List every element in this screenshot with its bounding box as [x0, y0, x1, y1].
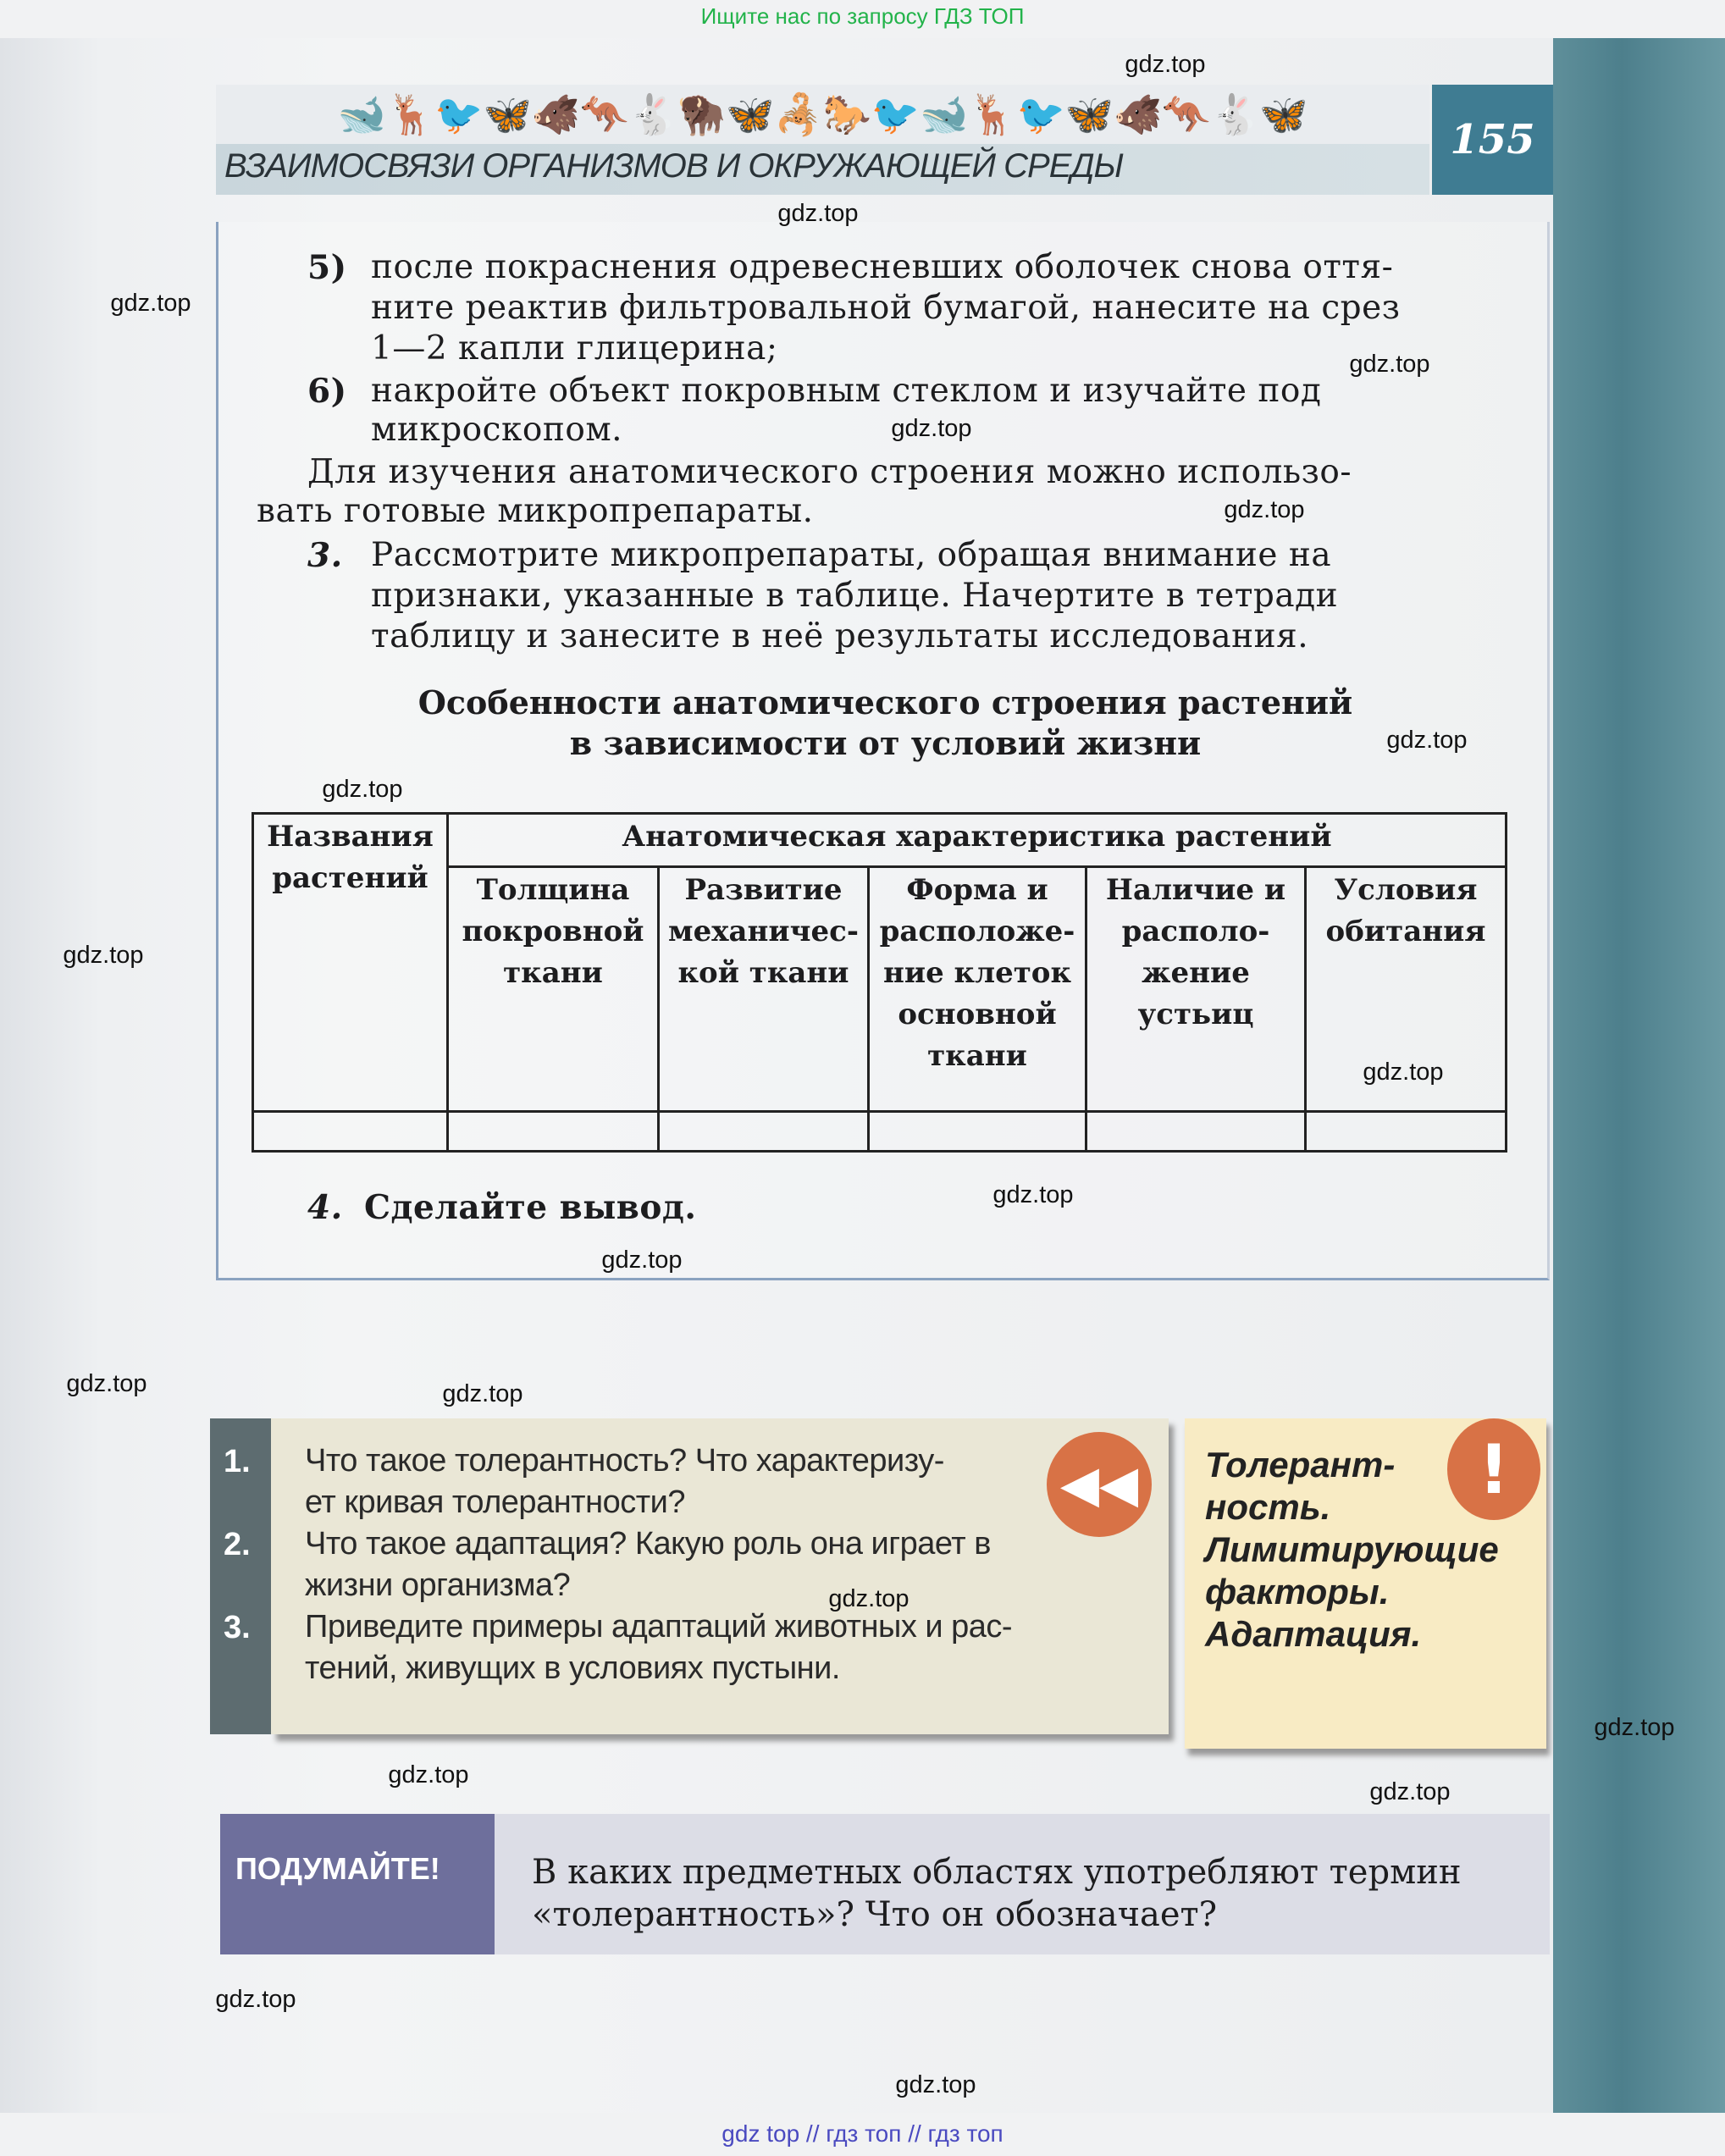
table-cell [659, 1112, 869, 1152]
table-cell [253, 1112, 448, 1152]
step-text: Сделайте вывод. [364, 1188, 697, 1227]
question-text: жизни организма? [305, 1567, 571, 1603]
watermark: gdz.top [895, 2071, 976, 2098]
think-text: В каких предметных областях употребляют термин [532, 1853, 1462, 1892]
keyword: Адаптация. [1205, 1614, 1422, 1654]
exclamation-icon: ! [1447, 1418, 1540, 1520]
table-header-plant-names: Названия растений [253, 814, 448, 1112]
step-text: микроскопом. [371, 411, 623, 449]
watermark: gdz.top [63, 942, 144, 969]
table-title: Особенности анатомического строения растений [417, 683, 1353, 721]
keywords-box [1185, 1418, 1546, 1749]
table-header: Наличие и располо-жение устьиц [1086, 867, 1306, 1112]
watermark: gdz.top [992, 1181, 1074, 1208]
step-number: 3. [307, 536, 343, 575]
question-number: 3. [224, 1610, 251, 1645]
table-cell [448, 1112, 659, 1152]
watermark: gdz.top [1125, 51, 1206, 78]
keyword: ность. [1205, 1487, 1331, 1527]
table-header: Условия обитания [1306, 867, 1507, 1112]
animal-silhouettes-banner: 🐋🦌🐦🦋🐗🦘🐇🦬🦋🦂🐎🐦🐋🦌🐦🦋🐗🦘🐇🦋 [216, 85, 1429, 144]
keyword: Толерант- [1205, 1445, 1396, 1484]
table-header: Форма и расположе-ние клеток основной ткани [869, 867, 1086, 1112]
step-number: 5) [307, 248, 347, 287]
question-number: 1. [224, 1444, 251, 1479]
watermark: gdz.top [601, 1247, 683, 1274]
step-text: Рассмотрите микропрепараты, обращая внимание на [371, 536, 1332, 574]
watermark: gdz.top [891, 415, 972, 442]
watermark: gdz.top [828, 1585, 909, 1612]
table-cell [869, 1112, 1086, 1152]
step-number: 4. [307, 1188, 343, 1227]
watermark: gdz.top [777, 200, 859, 227]
question-text: Приведите примеры адаптаций животных и рас- [305, 1609, 1013, 1645]
question-text: тений, живущих в условиях пустыни. [305, 1650, 840, 1686]
think-label: ПОДУМАЙТЕ! [220, 1814, 495, 1954]
watermark: gdz.top [110, 290, 191, 317]
results-table [252, 812, 1507, 1153]
question-text: ет кривая толерантности? [305, 1484, 685, 1520]
questions-number-strip [210, 1418, 271, 1734]
step-text: таблицу и занесите в неё результаты исследования. [371, 617, 1309, 655]
step-text: 1—2 капли глицерина; [371, 329, 778, 368]
table-title: в зависимости от условий жизни [569, 724, 1202, 762]
question-text: Что такое адаптация? Какую роль она играет в [305, 1526, 991, 1562]
table-cell [1306, 1112, 1507, 1152]
rewind-icon: ◀◀ [1047, 1432, 1152, 1537]
step-text: после покраснения одревесневших оболочек снова оття- [371, 248, 1394, 286]
review-questions-box [271, 1418, 1169, 1734]
step-text: признаки, указанные в таблице. Начертите в тетради [371, 577, 1339, 615]
table-header-group: Анатомическая характеристика растений [448, 814, 1507, 867]
watermark: gdz.top [66, 1370, 147, 1397]
question-number: 2. [224, 1527, 251, 1562]
step-text: накройте объект покровным стеклом и изучайте под [371, 372, 1322, 410]
think-box [220, 1814, 1550, 1954]
watermark: gdz.top [388, 1761, 469, 1788]
step-text: ните реактив фильтровальной бумагой, нанесите на срез [371, 289, 1401, 327]
table-cell [1086, 1112, 1306, 1152]
watermark: gdz.top [1349, 351, 1430, 378]
watermark: gdz.top [322, 776, 403, 803]
top-note: Ищите нас по запросу ГДЗ ТОП [700, 3, 1025, 29]
paragraph-text: Для изучения анатомического строения можно использо- [307, 453, 1352, 491]
step-number: 6) [307, 372, 347, 411]
watermark: gdz.top [1224, 496, 1305, 523]
right-edge-band [1553, 38, 1725, 2113]
bottom-note: gdz top // гдз топ // гдз топ [722, 2120, 1003, 2147]
think-text: «толерантность»? Что он обозначает? [532, 1895, 1218, 1934]
page-number: 155 [1432, 85, 1553, 195]
watermark: gdz.top [215, 1986, 296, 2013]
question-text: Что такое толерантность? Что характеризу- [305, 1443, 944, 1479]
watermark: gdz.top [1386, 727, 1468, 754]
table-header: Толщина покровной ткани [448, 867, 659, 1112]
table-header: Развитие механичес-кой ткани [659, 867, 869, 1112]
watermark: gdz.top [1369, 1778, 1451, 1805]
watermark: gdz.top [1363, 1059, 1444, 1086]
section-title: ВЗАИМОСВЯЗИ ОРГАНИЗМОВ И ОКРУЖАЮЩЕЙ СРЕДЫ [216, 144, 1429, 195]
watermark: gdz.top [442, 1380, 523, 1407]
keyword: Лимитирующие [1205, 1529, 1499, 1569]
watermark: gdz.top [1594, 1714, 1675, 1741]
keyword: факторы. [1205, 1572, 1390, 1611]
paragraph-text: вать готовые микропрепараты. [257, 492, 814, 530]
